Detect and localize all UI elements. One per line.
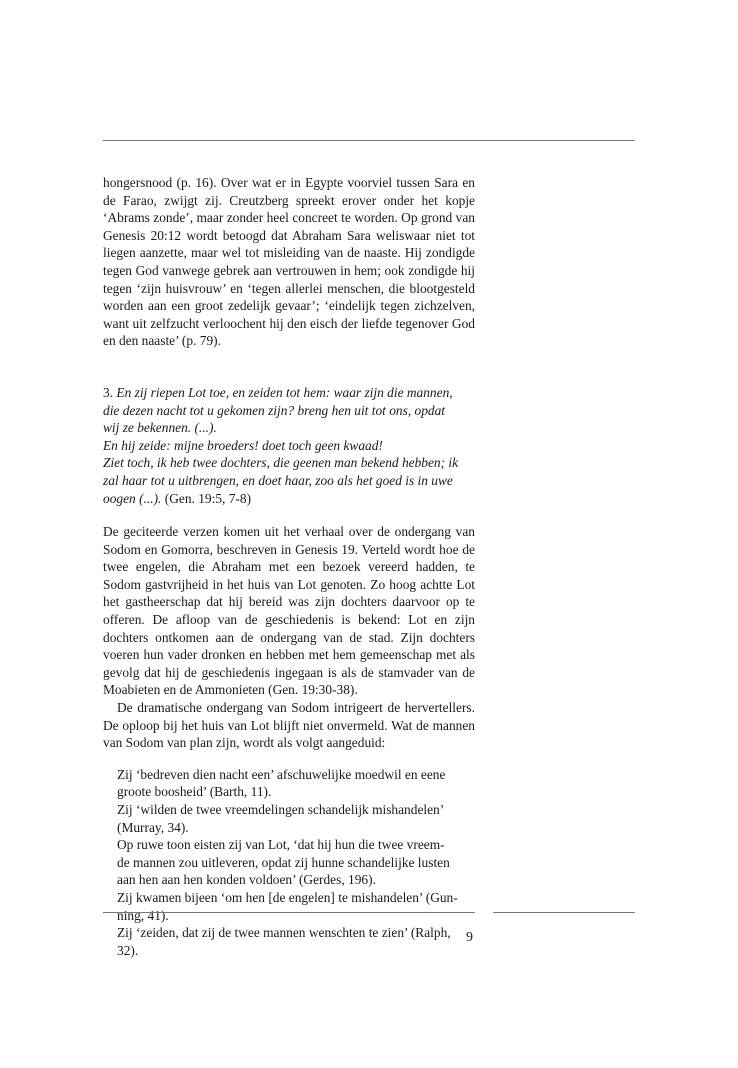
block-quote-line: de mannen zou uitleveren, opdat zij hunne schandelijke lusten [117, 854, 450, 870]
paragraph-3: De dramatische ondergang van Sodom intrigeert de hervertellers. De oploop bij het huis van Lot blijft niet onvermeld. Wat de mannen van Sodom van plan zijn, wordt als volgt aangeduid: [103, 700, 475, 751]
paragraph-2: De geciteerde verzen komen uit het verhaal over de ondergang van Sodom en Gomorra, beschreven in Genesis 19. Verteld wordt hoe de twee engelen, die Abraham met een bezoek vereerd hadden, te Sodom gastvrijheid in het huis van Lot genoten. Zo hoog achtte Lot het gastheerschap dat hij bereid was zijn dochters daarvoor op te offeren. De afloop van de geschiedenis is bekend: Lot en zijn dochters ontkomen aan de ondergang van de stad. Zijn dochters voeren hun vader dronken en hebben met hem gemeenschap met als gevolg dat hij de geschiedenis ingegaan is als de stamvader van de Moabieten en de Ammonieten (Gen. 19:30-38). [103, 524, 475, 698]
spacer [103, 752, 475, 766]
block-quote-line: groote boosheid’ (Barth, 11). [117, 784, 272, 800]
block-quote-line: (Murray, 34). [117, 819, 189, 835]
block-quote-line: ning, 41). [117, 907, 169, 923]
block-quote-line: 32). [117, 942, 139, 958]
spacer [103, 350, 475, 384]
header-rule [103, 140, 635, 141]
quote-line-text: En zij riepen Lot toe, en zeiden tot hem: waar zijn die mannen, [116, 384, 453, 400]
block-quote-line: Zij ‘bedreven dien nacht een’ afschuwelijke moedwil en eene [117, 766, 446, 782]
block-quote-line: Zij ‘wilden de twee vreemdelingen schandelijk mishandelen’ [117, 802, 445, 817]
quote-line-3: wij ze bekennen. (...). [103, 420, 217, 436]
spacer [103, 507, 475, 523]
footer-rule-right [493, 912, 635, 913]
quote-citation: (Gen. 19:5, 7-8) [164, 490, 252, 506]
page-body [103, 174, 475, 959]
paragraph-1: hongersnood (p. 16). Over wat er in Egypte voorviel tussen Sara en de Farao, zwijgt zij. Creutzberg spreekt erover onder het kopje ‘Abrams zonde’, maar zonder heel concreet te worden. Op grond van Genesis 20:12 wordt betoogd dat Abraham Sara weliswaar niet tot liegen aanzette, maar wel tot misleiding van de naaste. Hij zondigde tegen God vanwege gebrek aan vertrouwen in hem; ook zondigde hij tegen ‘zijn huisvrouw’ en ‘tegen allerlei menschen, die blootgesteld worden aan een groot zedelijk gevaar’; ‘eindelijk tegen zichzelven, want uit zelfzucht verloochent hij den eisch der liefde tegenover God en den naaste’ (p. 79). [103, 175, 475, 349]
quote-line-4: En hij zeide: mijne broeders! doet toch geen kwaad! [103, 437, 383, 453]
block-quote-line: aan hen aan hen konden voldoen’ (Gerdes, 196). [117, 872, 376, 888]
block-quote-line: Zij ‘zeiden, dat zij de twee mannen wenschten te zien’ (Ralph, [117, 925, 451, 941]
quote-line-2: die dezen nacht tot u gekomen zijn? breng hen uit tot ons, opdat [103, 402, 446, 418]
footer-rule-left [103, 912, 475, 913]
quote-line-7: oogen (...). (Gen. 19:5, 7-8) [103, 490, 252, 506]
scripture-quote [103, 384, 475, 507]
quote-line-1 [103, 384, 475, 402]
quote-line-5: Ziet toch, ik heb twee dochters, die geenen man bekend hebben; ik [103, 455, 459, 471]
block-quote-line: Op ruwe toon eisten zij van Lot, ‘dat hij hun die twee vreem- [117, 837, 445, 853]
block-quote [103, 766, 475, 960]
quote-number: 3. [103, 384, 114, 400]
page-number: 9 [466, 930, 473, 945]
quote-line-6: zal haar tot u uitbrengen, en doet haar, zoo als het goed is in uwe [103, 472, 453, 488]
block-quote-line: Zij kwamen bijeen ‘om hen [de engelen] te mishandelen’ (Gun- [117, 889, 458, 905]
